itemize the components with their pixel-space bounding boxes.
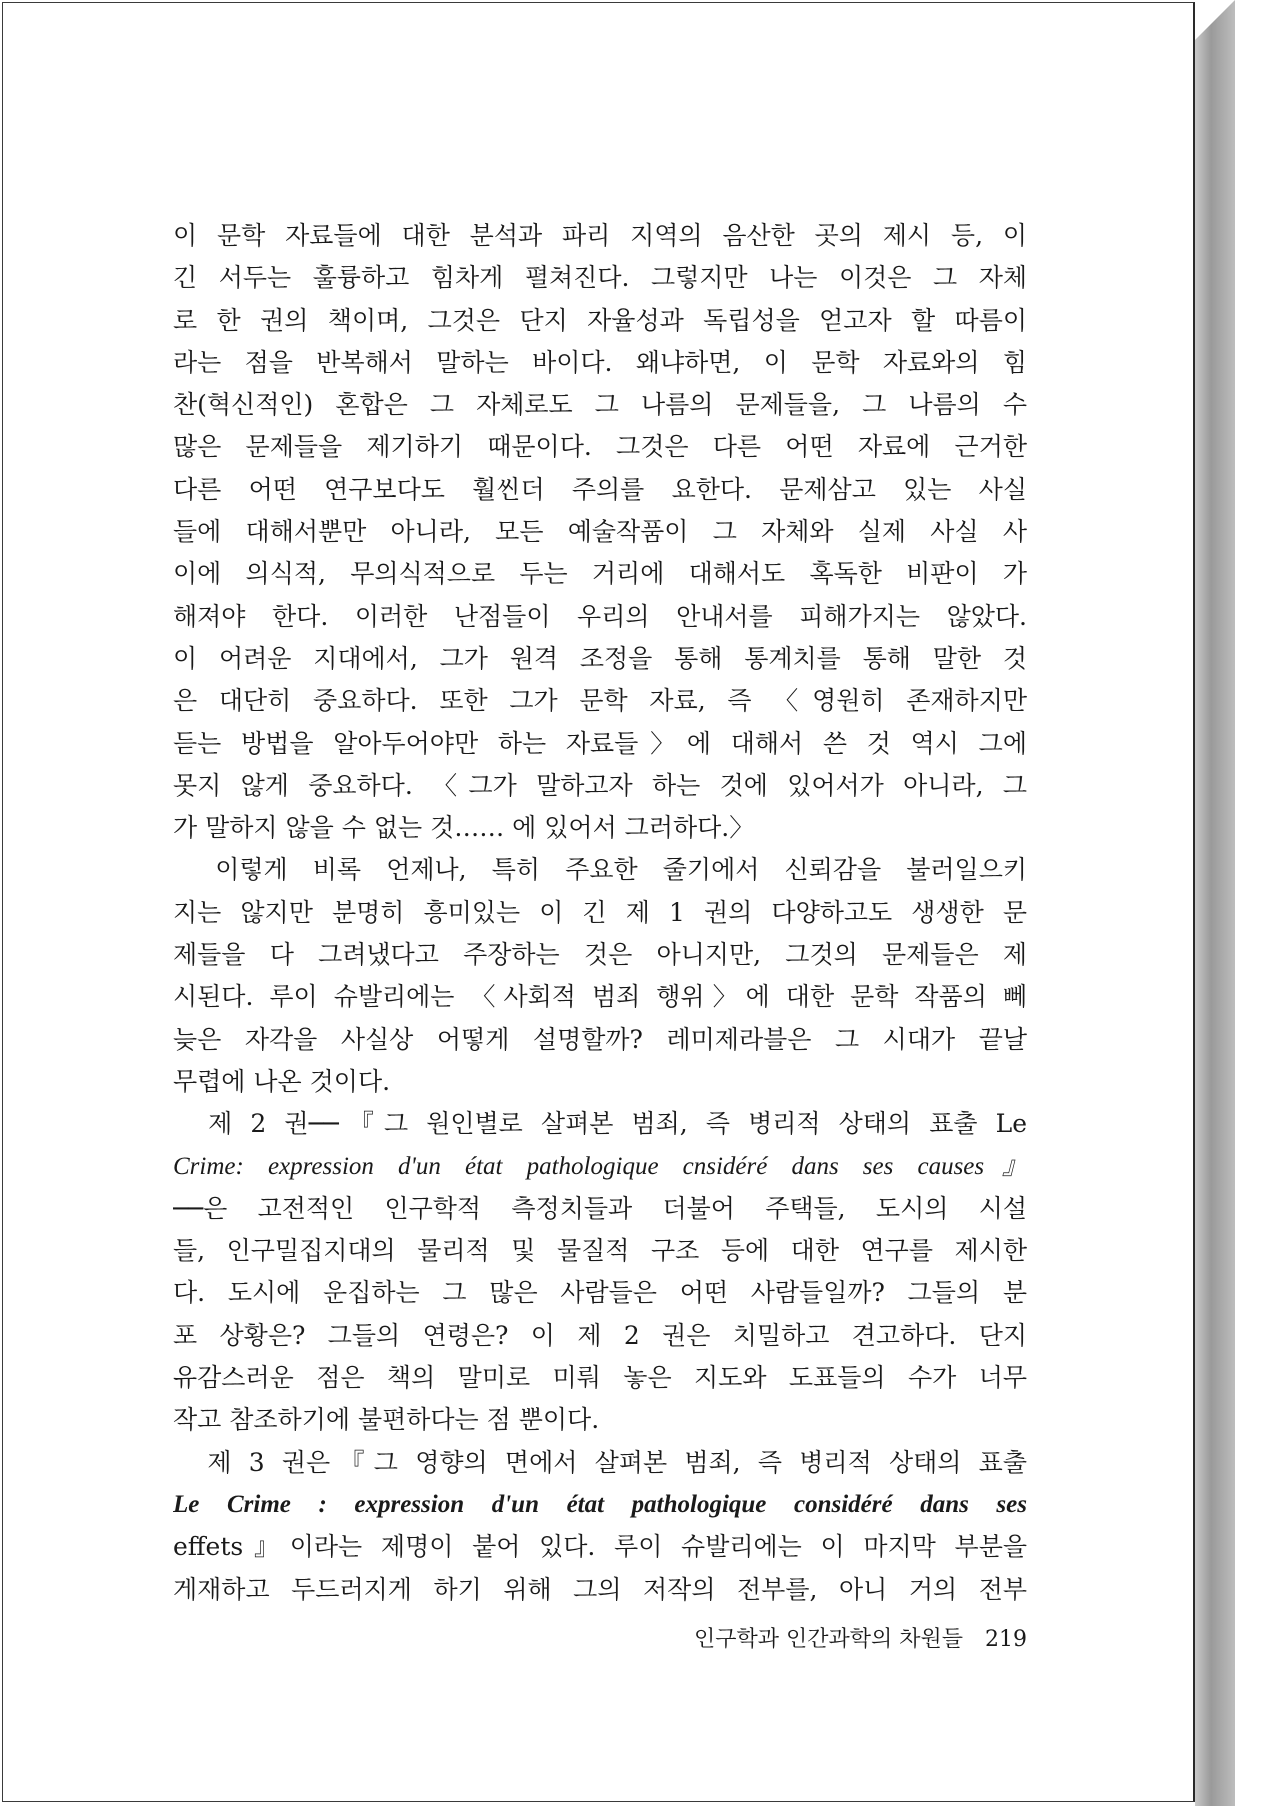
text-line: 작고 참조하기에 불편하다는 점 뿐이다. xyxy=(173,1405,600,1435)
text-line: 늦은 자각을 사실상 어떻게 설명할까? 레미제라블은 그 시대가 끝날 xyxy=(173,1024,1027,1054)
text-line: 라는 점을 반복해서 말하는 바이다. 왜냐하면, 이 문학 자료와의 힘 xyxy=(173,347,1027,377)
text-line: Le Crime : expression d'un état pathologique considéré dans ses xyxy=(173,1490,1027,1518)
text-line: effets』이라는 제명이 붙어 있다. 루이 슈발리에는 이 마지막 부분을 xyxy=(173,1532,1027,1562)
page-footer xyxy=(623,1622,1027,1653)
page-corner-fold xyxy=(1195,0,1235,40)
text-line: 이 어려운 지대에서, 그가 원격 조정을 통해 통계치를 통해 말한 것 xyxy=(173,643,1027,673)
text-line: 긴 서두는 훌륭하고 힘차게 펼쳐진다. 그렇지만 나는 이것은 그 자체 xyxy=(173,263,1027,293)
text-line: 로 한 권의 책이며, 그것은 단지 자율성과 독립성을 얻고자 할 따름이 xyxy=(173,305,1027,335)
text-line: Crime: expression d'un état pathologique cnsidéré dans ses causes』 xyxy=(173,1152,1027,1180)
text-line: 이렇게 비록 언제나, 특히 주요한 줄기에서 신뢰감을 불러일으키 xyxy=(173,855,1027,885)
text-line: 듣는 방법을 알아두어야만 하는 자료들〉에 대해서 쓴 것 역시 그에 xyxy=(173,728,1027,758)
text-line: 포 상황은? 그들의 연령은? 이 제 2 권은 치밀하고 견고하다. 단지 xyxy=(173,1320,1027,1350)
text-line: 은 대단히 중요하다. 또한 그가 문학 자료, 즉 〈영원히 존재하지만 xyxy=(173,686,1027,716)
text-line: 제 3 권은『그 영향의 면에서 살펴본 범죄, 즉 병리적 상태의 표출 xyxy=(173,1447,1027,1477)
text-line: 무렵에 나온 것이다. xyxy=(173,1066,391,1096)
text-line: 들, 인구밀집지대의 물리적 및 물질적 구조 등에 대한 연구를 제시한 xyxy=(173,1236,1027,1266)
text-line: 들에 대해서뿐만 아니라, 모든 예술작품이 그 자체와 실제 사실 사 xyxy=(173,517,1027,547)
running-title: 인구학과 인간과학의 차원들 xyxy=(693,1627,963,1652)
page-number: 219 xyxy=(985,1627,1027,1652)
text-line: 제들을 다 그려냈다고 주장하는 것은 아니지만, 그것의 문제들은 제 xyxy=(173,940,1027,970)
text-line: 시된다. 루이 슈발리에는 〈사회적 범죄 행위〉에 대한 문학 작품의 뻬 xyxy=(173,982,1027,1012)
text-line: 게재하고 두드러지게 하기 위해 그의 저작의 전부를, 아니 거의 전부 xyxy=(173,1574,1027,1604)
text-line: ──은 고전적인 인구학적 측정치들과 더불어 주택들, 도시의 시설 xyxy=(173,1193,1027,1223)
body-text xyxy=(173,215,1027,1611)
text-line: 이에 의식적, 무의식적으로 두는 거리에 대해서도 혹독한 비판이 가 xyxy=(173,559,1027,589)
text-line: 다른 어떤 연구보다도 훨씬더 주의를 요한다. 문제삼고 있는 사실 xyxy=(173,474,1027,504)
book-page xyxy=(2,2,1195,1802)
text-line: 찬(혁신적인) 혼합은 그 자체로도 그 나름의 문제들을, 그 나름의 수 xyxy=(173,390,1027,420)
text-line: 못지 않게 중요하다. 〈그가 말하고자 하는 것에 있어서가 아니라, 그 xyxy=(173,770,1027,800)
text-line: 제 2 권──『그 원인별로 살펴본 범죄, 즉 병리적 상태의 표출 Le xyxy=(173,1109,1027,1139)
text-line: 이 문학 자료들에 대한 분석과 파리 지역의 음산한 곳의 제시 등, 이 xyxy=(173,221,1027,250)
text-line: 해져야 한다. 이러한 난점들이 우리의 안내서를 피해가지는 않았다. xyxy=(173,601,1027,631)
text-line: 유감스러운 점은 책의 말미로 미뤄 놓은 지도와 도표들의 수가 너무 xyxy=(173,1363,1027,1393)
text-line: 가 말하지 않을 수 없는 것…… 에 있어서 그러하다.〉 xyxy=(173,813,755,843)
page-edge-shadow xyxy=(1195,0,1235,1806)
text-line: 다. 도시에 운집하는 그 많은 사람들은 어떤 사람들일까? 그들의 분 xyxy=(173,1278,1027,1308)
text-line: 많은 문제들을 제기하기 때문이다. 그것은 다른 어떤 자료에 근거한 xyxy=(173,432,1027,462)
text-line: 지는 않지만 분명히 흥미있는 이 긴 제 1 권의 다양하고도 생생한 문 xyxy=(173,897,1027,927)
